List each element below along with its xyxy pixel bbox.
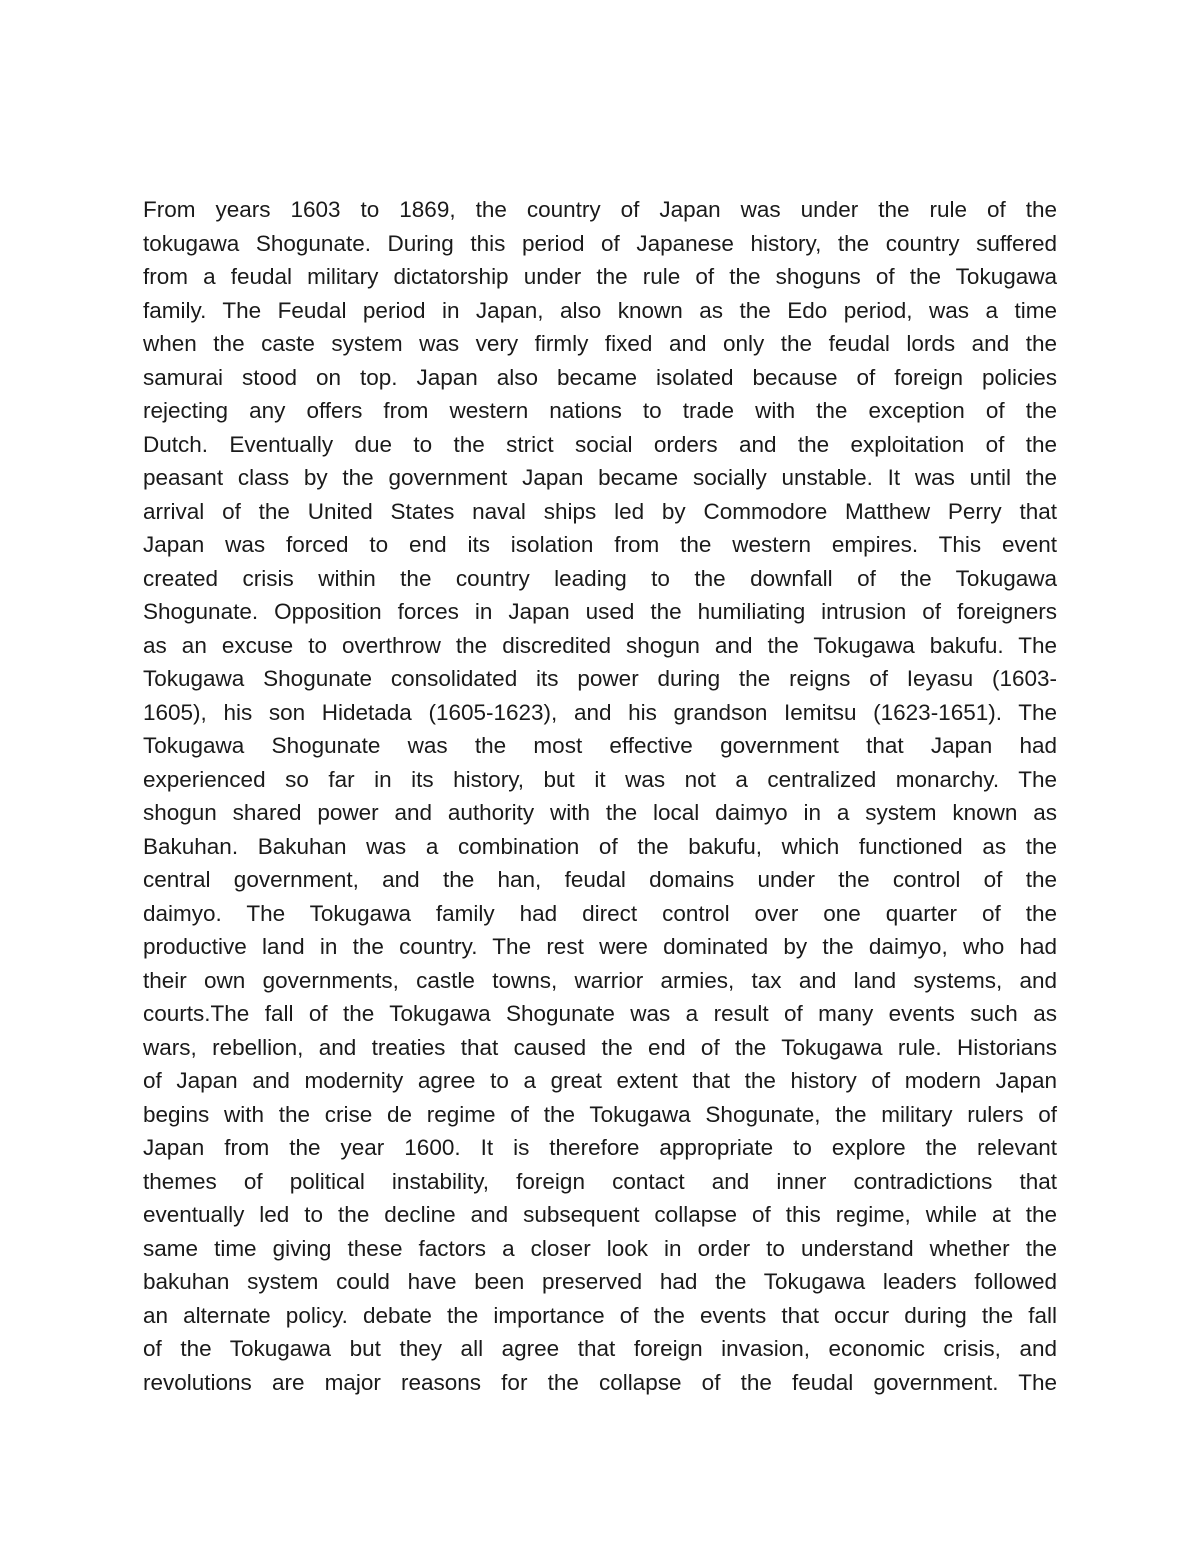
text-line: eventually led to the decline and subsequent collapse of this regime, while at the (143, 1202, 1057, 1227)
text-line: Dutch. Eventually due to the strict social orders and the exploitation of the (143, 431, 1057, 457)
text-line: when the caste system was very firmly fixed and only the feudal lords and the (143, 331, 1057, 356)
text-line: begins with the crise de regime of the Tokugawa Shogunate, the military rulers of (143, 1101, 1057, 1127)
text-line: tokugawa Shogunate. During this period of Japanese history, the country suffered (143, 230, 1057, 256)
text-line: Japan from the year 1600. It is therefore appropriate to explore the relevant (143, 1135, 1057, 1160)
text-line: revolutions are major reasons for the collapse of the feudal government. The (143, 1369, 1057, 1395)
text-line: Tokugawa Shogunate consolidated its power during the reigns of Ieyasu (1603- (143, 666, 1057, 691)
text-line: Shogunate. Opposition forces in Japan used the humiliating intrusion of foreigners (143, 599, 1057, 624)
text-line: from a feudal military dictatorship under the rule of the shoguns of the Tokugawa (143, 264, 1057, 289)
text-line: bakuhan system could have been preserved had the Tokugawa leaders followed (143, 1269, 1057, 1294)
text-line: of the Tokugawa but they all agree that foreign invasion, economic crisis, and (143, 1336, 1057, 1361)
text-line: peasant class by the government Japan became socially unstable. It was until the (143, 465, 1057, 490)
text-line: their own governments, castle towns, warrior armies, tax and land systems, and (143, 967, 1057, 993)
text-line: family. The Feudal period in Japan, also known as the Edo period, was a time (143, 297, 1057, 323)
text-line: central government, and the han, feudal domains under the control of the (143, 867, 1057, 892)
text-line: 1605), his son Hidetada (1605-1623), and his grandson Iemitsu (1623-1651). The (143, 699, 1057, 725)
text-line: rejecting any offers from western nations to trade with the exception of the (143, 398, 1057, 423)
text-line: productive land in the country. The rest were dominated by the daimyo, who had (143, 934, 1057, 959)
text-line: themes of political instability, foreign contact and inner contradictions that (143, 1168, 1057, 1194)
text-line: From years 1603 to 1869, the country of Japan was under the rule of the (143, 197, 1057, 222)
text-line: shogun shared power and authority with the local daimyo in a system known as (143, 800, 1057, 825)
text-line: arrival of the United States naval ships led by Commodore Matthew Perry that (143, 498, 1057, 524)
text-line: as an excuse to overthrow the discredited shogun and the Tokugawa bakufu. The (143, 632, 1057, 658)
text-line: samurai stood on top. Japan also became isolated because of foreign policies (143, 364, 1057, 390)
text-line: wars, rebellion, and treaties that caused the end of the Tokugawa rule. Historians (143, 1034, 1057, 1060)
text-line: Bakuhan. Bakuhan was a combination of the bakufu, which functioned as the (143, 833, 1057, 859)
text-line: courts.The fall of the Tokugawa Shogunate was a result of many events such as (143, 1001, 1057, 1026)
text-line: same time giving these factors a closer look in order to understand whether the (143, 1235, 1057, 1261)
text-line: experienced so far in its history, but it was not a centralized monarchy. The (143, 766, 1057, 792)
text-line: of Japan and modernity agree to a great extent that the history of modern Japan (143, 1068, 1057, 1093)
text-line: daimyo. The Tokugawa family had direct control over one quarter of the (143, 900, 1057, 926)
text-line: an alternate policy. debate the importance of the events that occur during the fall (143, 1302, 1057, 1328)
text-line: Tokugawa Shogunate was the most effective government that Japan had (143, 733, 1057, 758)
body-paragraph (143, 193, 1057, 1399)
text-line: Japan was forced to end its isolation from the western empires. This event (143, 532, 1057, 557)
text-line: created crisis within the country leading to the downfall of the Tokugawa (143, 565, 1057, 591)
